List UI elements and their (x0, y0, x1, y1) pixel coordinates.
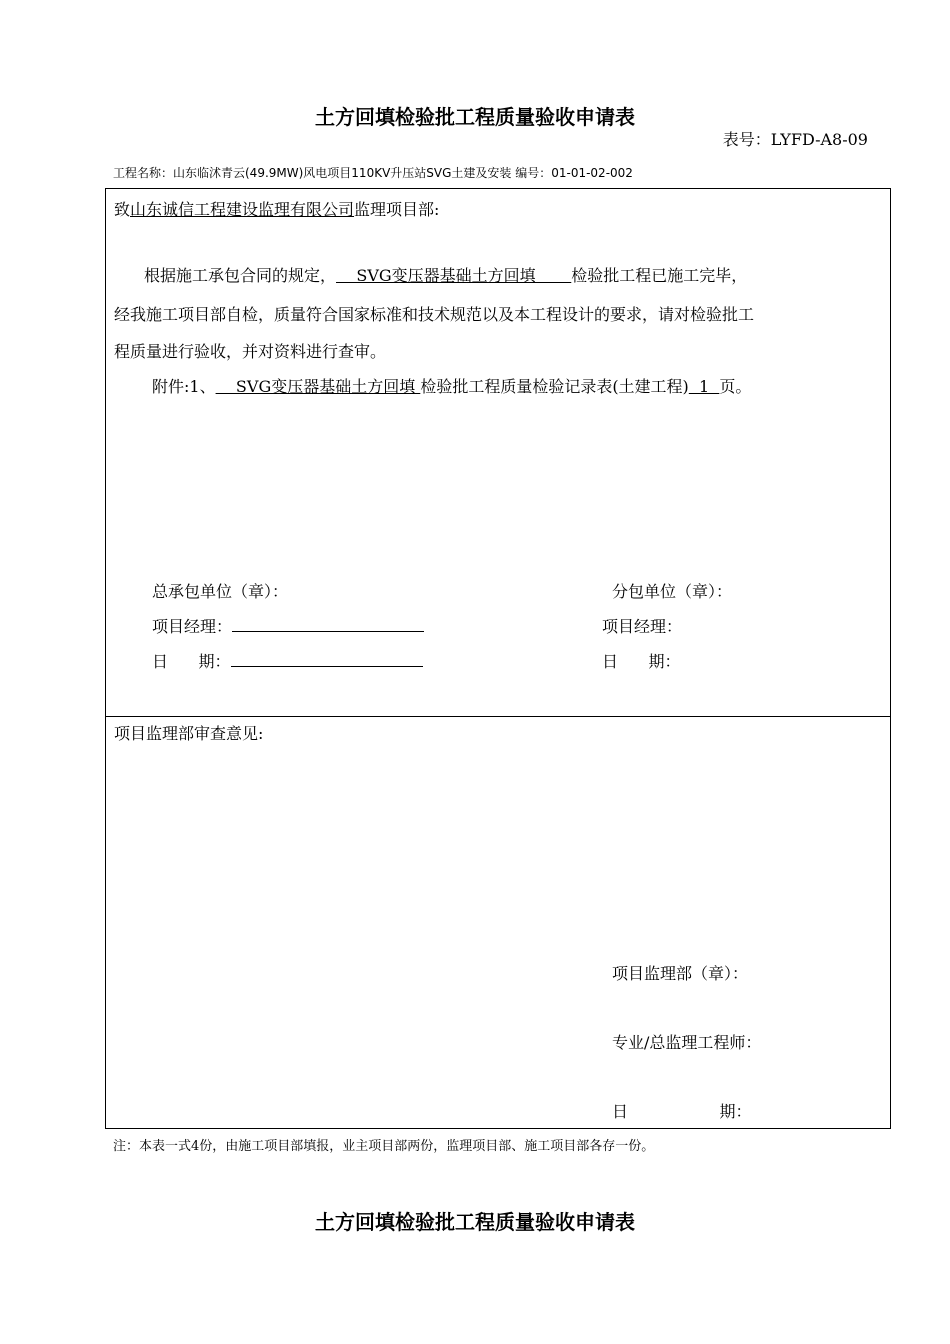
sub-date-label: 日 期： (602, 652, 681, 671)
attach-prefix: 附件:1、 (152, 377, 216, 396)
review-date-label: 日 期： (612, 1102, 752, 1121)
attachment-line (152, 374, 751, 397)
addressee-line (114, 197, 439, 220)
footnote: 注：本表一式4份，由施工项目部填报，业主项目部两份，监理项目部、施工项目部各存一份。 (113, 1139, 655, 1154)
gc-manager-label: 项目经理： (152, 617, 233, 636)
addressee-suffix: 监理项目部: (354, 200, 440, 219)
gc-unit-label: 总承包单位（章）： (152, 582, 289, 601)
para-prefix: 根据施工承包合同的规定， (144, 266, 337, 285)
paragraph-line-2: 经我施工项目部自检，质量符合国家标准和技术规范以及本工程设计的要求，请对检验批工 (114, 305, 755, 324)
review-heading: 项目监理部审查意见: (114, 724, 264, 743)
page-title: 土方回填检验批工程质量验收申请表 (315, 105, 635, 129)
gc-date-line (231, 652, 423, 667)
sub-manager-label: 项目经理： (602, 617, 683, 636)
gc-manager-row (152, 614, 424, 637)
supervision-stamp-label: 项目监理部（章）： (612, 964, 749, 983)
paragraph-line-1 (144, 263, 747, 286)
page-title-repeat: 土方回填检验批工程质量验收申请表 (315, 1210, 635, 1234)
gc-manager-signature-line (232, 617, 424, 632)
addressee-company: 山东诚信工程建设监理有限公司 (130, 200, 355, 219)
review-section (105, 716, 891, 1129)
addressee-prefix: 致 (114, 200, 131, 219)
project-info-line: 工程名称：山东临沭青云(49.9MW)风电项目110KV升压站SVG土建及安装 编号：01-01-02-002 (113, 166, 633, 180)
para-suffix: 检验批工程已施工完毕， (571, 266, 748, 285)
attach-suffix: 页。 (719, 377, 752, 396)
gc-date-label: 日 期： (152, 652, 231, 671)
sub-unit-label: 分包单位（章）： (612, 582, 733, 601)
attach-pages: 1 (688, 377, 720, 396)
gc-date-row (152, 649, 423, 672)
para-fill: SVG变压器基础土方回填 (336, 266, 572, 285)
form-number: 表号：LYFD-A8-09 (722, 130, 868, 149)
attach-mid: 检验批工程质量检验记录表(土建工程) (420, 377, 689, 396)
paragraph-line-3: 程质量进行验收，并对资料进行查审。 (114, 342, 387, 361)
application-section (105, 188, 891, 717)
supervising-engineer-label: 专业/总监理工程师： (612, 1033, 762, 1052)
attach-fill: SVG变压器基础土方回填 (215, 377, 421, 396)
